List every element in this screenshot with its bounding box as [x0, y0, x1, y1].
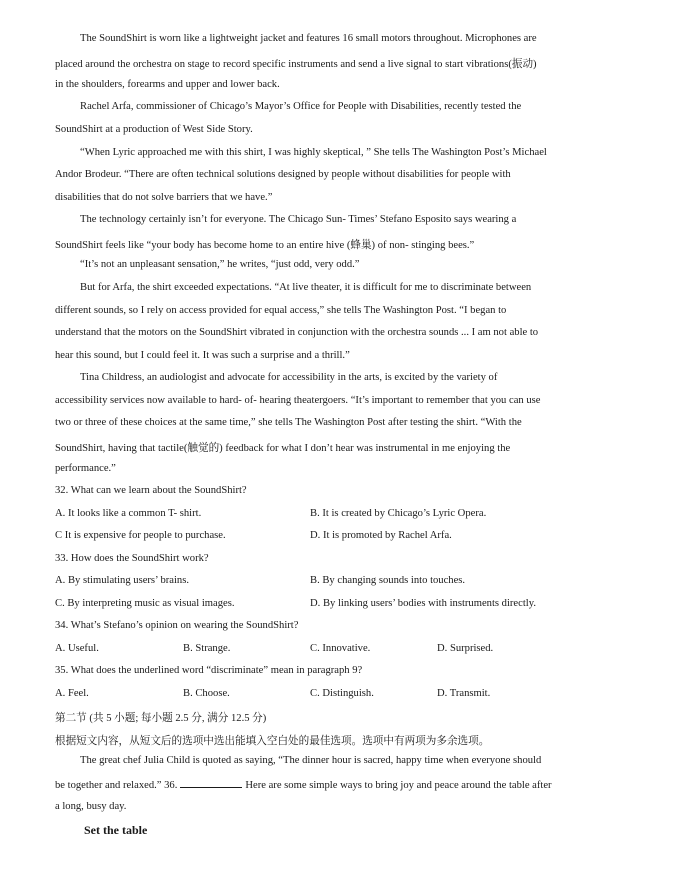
passage-line: placed around the orchestra on stage to record specific instruments and send a live signal to start vibrations(振动)	[55, 59, 537, 70]
question-35-option-b[interactable]: B. Choose.	[183, 688, 230, 699]
question-35-option-a[interactable]: A. Feel.	[55, 688, 89, 699]
section-instruction: 根据短文内容，从短文后的选项中选出能填入空白处的最佳选项。选项中有两项为多余选项。	[55, 736, 490, 747]
passage-line: “It’s not an unpleasant sensation,” he writes, “just odd, very odd.”	[80, 259, 360, 270]
passage-line: two or three of these choices at the same time,” she tells The Washington Post after testing the shirt. “With the	[55, 417, 522, 428]
passage-line: SoundShirt feels like “your body has become home to an entire hive (蜂巢) of non- stinging bees.”	[55, 240, 475, 251]
passage-line: SoundShirt at a production of West Side Story.	[55, 124, 253, 135]
question-35-option-d[interactable]: D. Transmit.	[437, 688, 491, 699]
passage-line: in the shoulders, forearms and upper and lower back.	[55, 79, 280, 90]
passage-line: understand that the motors on the SoundShirt vibrated in conjunction with the orchestra sounds ... I am not able to	[55, 327, 539, 338]
blank-36[interactable]	[180, 778, 242, 788]
passage-line: accessibility services now available to hard- of- hearing theatergoers. “It’s important to remember that you can use	[55, 395, 541, 406]
question-32-option-c[interactable]: C It is expensive for people to purchase.	[55, 530, 226, 541]
question-34-option-d[interactable]: D. Surprised.	[437, 643, 494, 654]
question-32-option-a[interactable]: A. It looks like a common T- shirt.	[55, 508, 202, 519]
question-35-option-c[interactable]: C. Distinguish.	[310, 688, 374, 699]
section-title: 第二节 (共 5 小题; 每小题 2.5 分, 满分 12.5 分)	[55, 713, 267, 724]
question-34-option-c[interactable]: C. Innovative.	[310, 643, 371, 654]
passage-line: The SoundShirt is worn like a lightweight jacket and features 16 small motors throughout. Microphones are	[80, 33, 537, 44]
question-35-stem: 35. What does the underlined word “discriminate” mean in paragraph 9?	[55, 665, 363, 676]
question-32-stem: 32. What can we learn about the SoundShirt?	[55, 485, 247, 496]
passage-line: “When Lyric approached me with this shirt, I was highly skeptical, ” She tells The Washington Post’s Michael	[80, 147, 547, 158]
question-32-option-b[interactable]: B. It is created by Chicago’s Lyric Opera.	[310, 508, 487, 519]
subheading-set-the-table: Set the table	[84, 823, 148, 837]
question-34-option-b[interactable]: B. Strange.	[183, 643, 231, 654]
intro-line-with-blank	[55, 778, 552, 791]
question-34-option-a[interactable]: A. Useful.	[55, 643, 99, 654]
question-33-option-d[interactable]: D. By linking users’ bodies with instruments directly.	[310, 598, 536, 609]
passage-line: The technology certainly isn’t for everyone. The Chicago Sun- Times’ Stefano Esposito says wearing a	[80, 214, 517, 225]
passage-line: hear this sound, but I could feel it. It was such a surprise and a thrill.”	[55, 350, 350, 361]
passage-line: Tina Childress, an audiologist and advocate for accessibility in the arts, is excited by the variety of	[80, 372, 498, 383]
passage-line: SoundShirt, having that tactile(触觉的) feedback for what I don’t hear was instrumental in me enjoying the	[55, 443, 511, 454]
passage-line: Andor Brodeur. “There are often technical solutions designed by people without disabilities for people with	[55, 169, 511, 180]
question-34-stem: 34. What’s Stefano’s opinion on wearing the SoundShirt?	[55, 620, 299, 631]
passage-line: Rachel Arfa, commissioner of Chicago’s Mayor’s Office for People with Disabilities, recently tested the	[80, 101, 522, 112]
question-32-option-d[interactable]: D. It is promoted by Rachel Arfa.	[310, 530, 452, 541]
passage-line: disabilities that do not solve barriers that we have.”	[55, 192, 273, 203]
intro-line: The great chef Julia Child is quoted as saying, “The dinner hour is sacred, happy time when everyone should	[80, 755, 542, 766]
question-33-stem: 33. How does the SoundShirt work?	[55, 553, 209, 564]
passage-line: performance.”	[55, 463, 116, 474]
question-33-option-b[interactable]: B. By changing sounds into touches.	[310, 575, 466, 586]
intro-text-after-blank: Here are some simple ways to bring joy and peace around the table after	[245, 780, 552, 791]
intro-line: a long, busy day.	[55, 801, 127, 812]
question-33-option-a[interactable]: A. By stimulating users’ brains.	[55, 575, 189, 586]
intro-text-before-blank: be together and relaxed.” 36.	[55, 780, 178, 791]
question-33-option-c[interactable]: C. By interpreting music as visual images.	[55, 598, 235, 609]
passage-line: But for Arfa, the shirt exceeded expectations. “At live theater, it is difficult for me to discriminate between	[80, 282, 532, 293]
passage-line: different sounds, so I rely on access provided for equal access,” she tells The Washington Post. “I began to	[55, 305, 507, 316]
